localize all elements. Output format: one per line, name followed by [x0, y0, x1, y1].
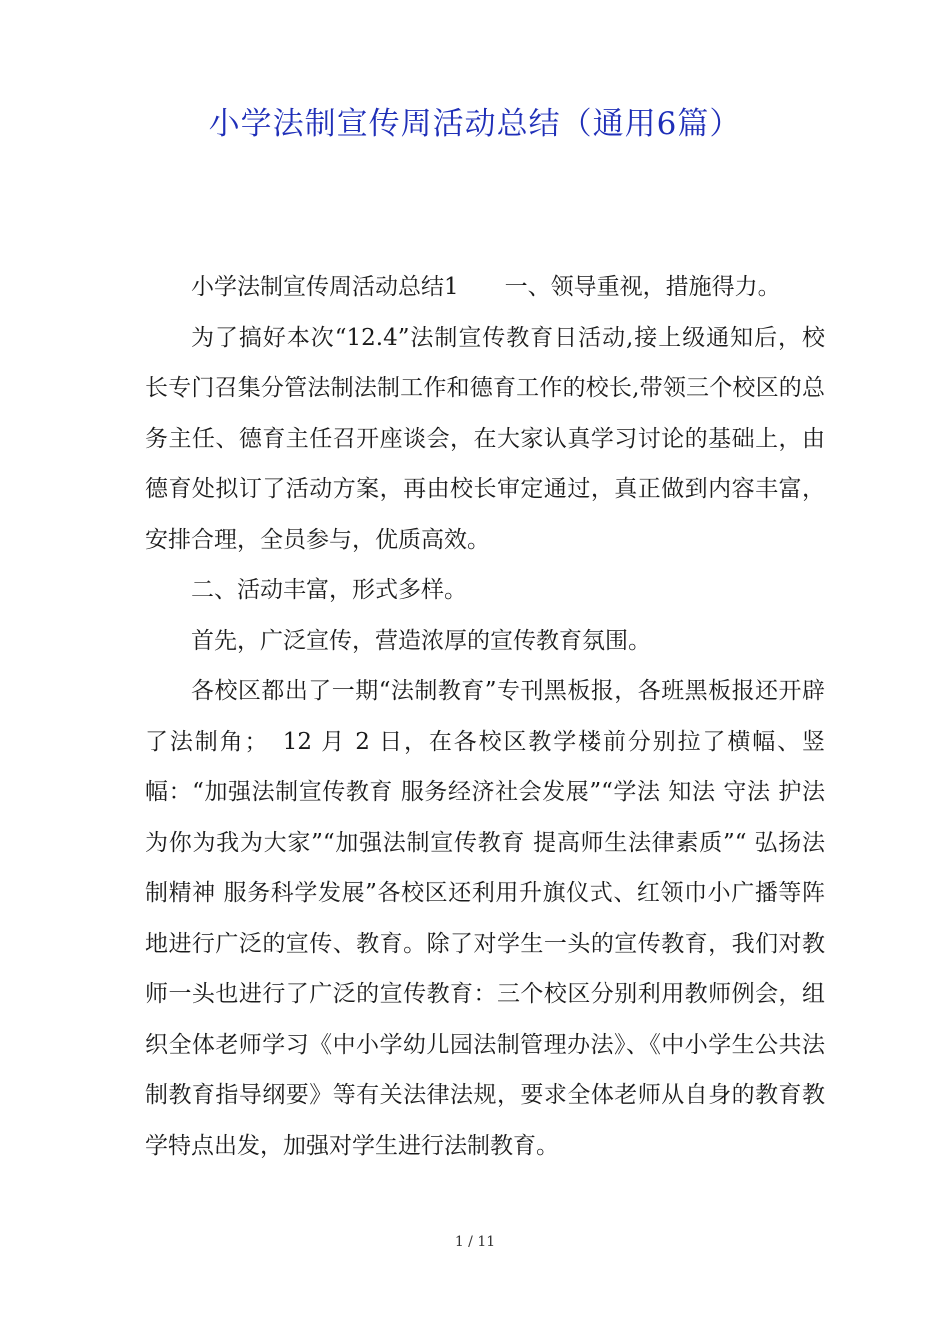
paragraph: 各校区都出了一期“法制教育”专刊黑板报，各班黑板报还开辟了法制角； 12 月 2 日，在各校区教学楼前分别拉了横幅、竖幅：“加强法制宣传教育 服务经济社会发展”“学法 知法 守法 护法 为你为我为大家”“加强法制宣传教育 提高师生法律素质”“ 弘扬法制精神 服务科学发展”各校区还利用升旗仪式、红领巾小广播等阵地进行广泛的宣传、教育。除了对学生一头的宣传教育，我们对教师一头也进行了广泛的宣传教育：三个校区分别利用教师例会，组织全体老师学习《中小学幼儿园法制管理办法》、《中小学生公共法制教育指导纲要》等有关法律法规，要求全体老师从自身的教育教学特点出发，加强对学生进行法制教育。 — [145, 678, 825, 1159]
document-body — [145, 262, 825, 1171]
page-title: 小学法制宣传周活动总结（通用6篇） — [208, 106, 742, 142]
paragraph: 首先，广泛宣传，营造浓厚的宣传教育氛围。 — [191, 627, 651, 654]
page-number: 1 / 11 — [454, 1234, 496, 1250]
section-heading: 小学法制宣传周活动总结1 一、领导重视，措施得力。 — [191, 274, 781, 300]
paragraph: 二、活动丰富，形式多样。 — [191, 577, 467, 603]
paragraph: 为了搞好本次“12.4”法制宣传教育日活动,接上级通知后，校长专门召集分管法制法制工作和德育工作的校长,带领三个校区的总务主任、德育主任召开座谈会，在大家认真学习讨论的基础上，由德育处拟订了活动方案，再由校长审定通过，真正做到内容丰富，安排合理，全员参与，优质高效。 — [145, 324, 825, 553]
